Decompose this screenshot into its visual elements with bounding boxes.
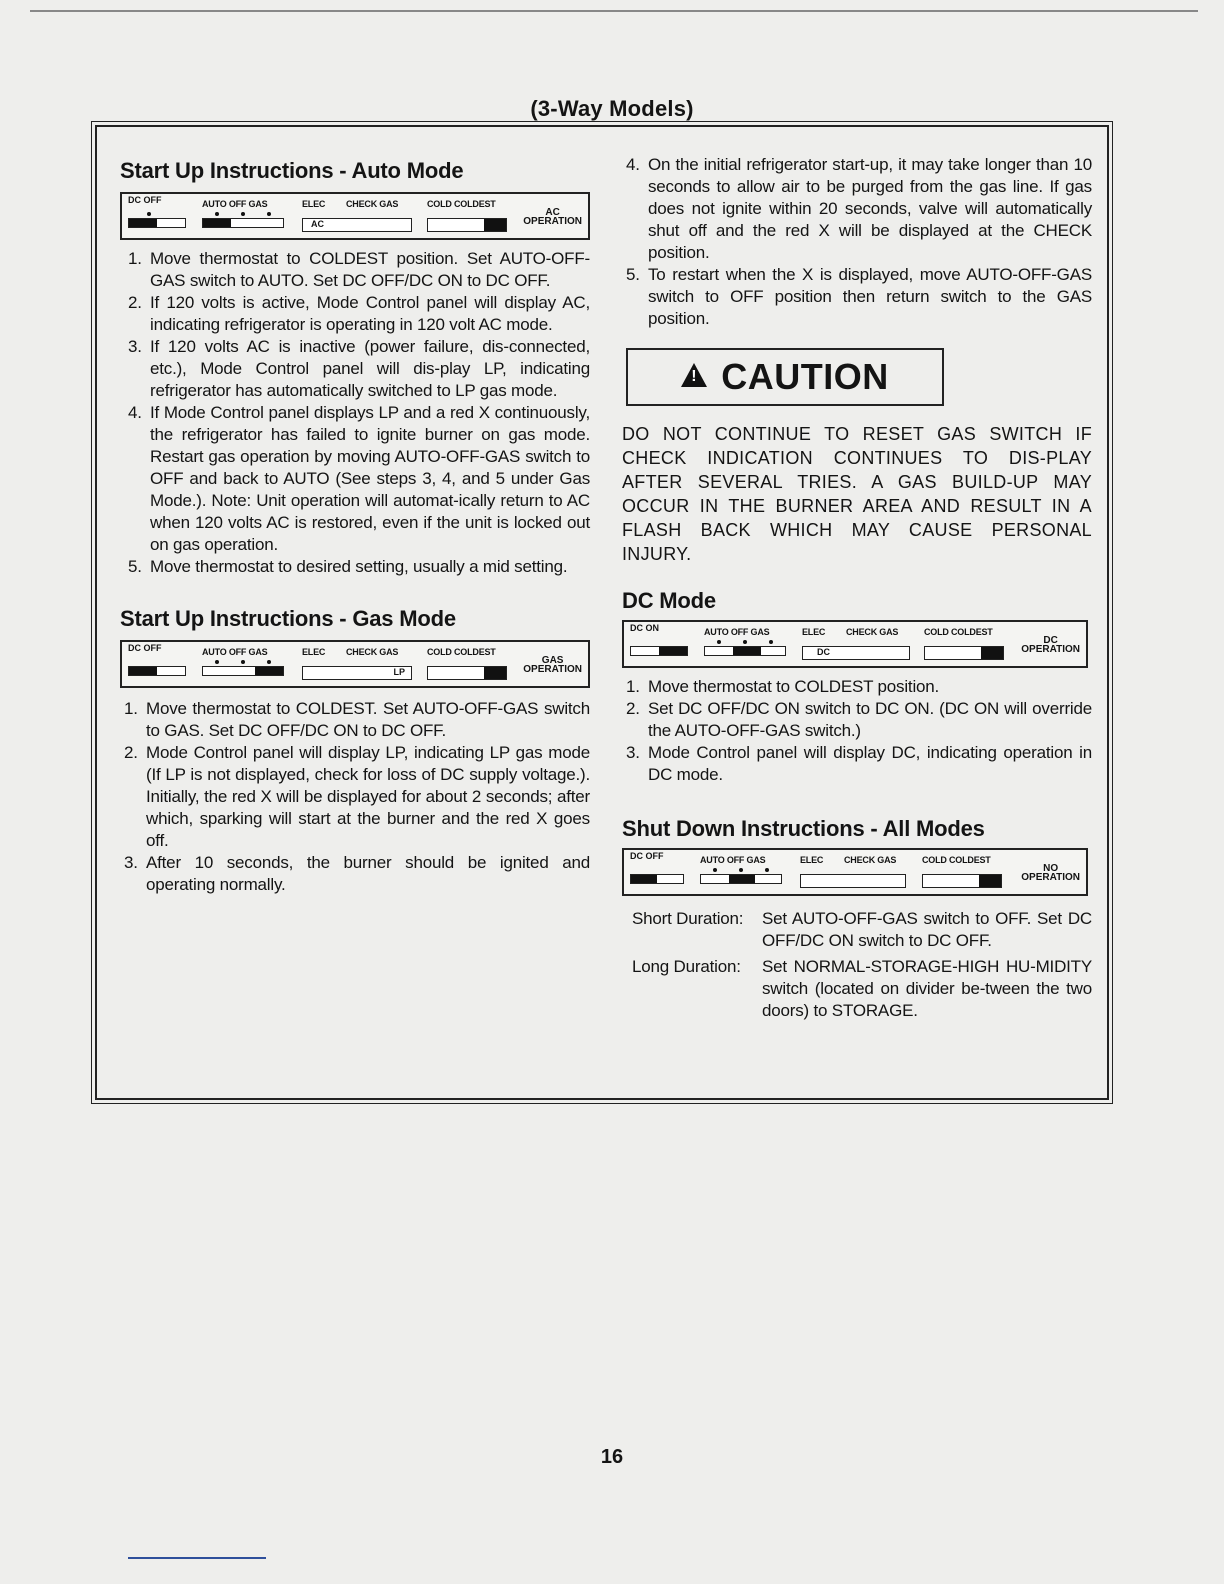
caution-box [626, 348, 944, 406]
mode-display-text: LP [393, 667, 405, 677]
shutdown-durations [622, 908, 1092, 1022]
auto-off-gas-switch [202, 218, 284, 228]
mode-display-text: DC [817, 647, 830, 657]
caution-label: CAUTION [721, 356, 889, 397]
auto-off-gas-label: AUTO OFF GAS [704, 627, 770, 637]
dc-switch [630, 874, 684, 884]
elec-label: ELEC [302, 199, 326, 209]
left-column [120, 158, 590, 896]
top-rule [30, 10, 1198, 12]
gas-mode-steps [120, 698, 590, 896]
switch-dot [765, 868, 769, 872]
list-item: 1. Move thermostat to COLDEST position. Set AUTO-OFF-GAS switch to AUTO. Set DC OFF/DC ON to DC OFF. [128, 249, 590, 290]
cold-coldest-label: COLD COLDEST [924, 627, 993, 637]
dc-switch-knob [631, 875, 657, 883]
operation-status: GAS OPERATION [523, 655, 582, 675]
cold-coldest-label: COLD COLDEST [427, 199, 496, 209]
dc-switch-label: DC ON [630, 623, 659, 633]
switch-dot [739, 868, 743, 872]
auto-off-gas-knob [255, 667, 283, 675]
dc-switch-knob [129, 667, 157, 675]
list-item: 2. If 120 volts is active, Mode Control panel will display AC, indicating refrigerator is operating in 120 volt AC mode. [128, 293, 590, 334]
list-item: 1. Move thermostat to COLDEST. Set AUTO-OFF-GAS switch to GAS. Set DC OFF/DC ON to DC OFF. [124, 699, 590, 740]
auto-mode-steps [120, 248, 590, 578]
auto-mode-control-panel [120, 192, 590, 240]
auto-off-gas-knob [733, 647, 761, 655]
thermostat-indicator [427, 218, 507, 232]
dc-switch-label: DC OFF [128, 195, 162, 205]
shutdown-heading: Shut Down Instructions - All Modes [622, 816, 985, 841]
switch-dot [267, 660, 271, 664]
gas-mode-heading: Start Up Instructions - Gas Mode [120, 606, 456, 631]
list-item: 1. Move thermostat to COLDEST position. [626, 677, 940, 696]
switch-dot [215, 212, 219, 216]
gas-mode-control-panel [120, 640, 590, 688]
dc-mode-control-panel [622, 620, 1088, 668]
switch-dot [267, 212, 271, 216]
long-duration-label: Long Duration: [632, 957, 741, 976]
warning-triangle-icon [681, 363, 707, 387]
dc-switch-label: DC OFF [630, 851, 664, 861]
long-duration-text: Set NORMAL-STORAGE-HIGH HU-MIDITY switch (located on divider be-tween the two doors) to STORAGE. [762, 957, 1092, 1020]
dc-switch-knob [129, 219, 157, 227]
footer-rule [128, 1557, 266, 1559]
auto-off-gas-label: AUTO OFF GAS [700, 855, 766, 865]
list-item: 3. After 10 seconds, the burner should be ignited and operating normally. [124, 853, 590, 894]
dc-switch [128, 666, 186, 676]
operation-status: DC OPERATION [1021, 635, 1080, 655]
check-gas-label: CHECK GAS [346, 647, 399, 657]
thermostat-indicator [427, 666, 507, 680]
switch-dot [241, 212, 245, 216]
check-gas-label: CHECK GAS [846, 627, 899, 637]
mode-display [800, 874, 906, 888]
short-duration-text: Set AUTO-OFF-GAS switch to OFF. Set DC OFF/DC ON switch to DC OFF. [762, 909, 1092, 950]
dc-switch [630, 646, 688, 656]
auto-off-gas-label: AUTO OFF GAS [202, 647, 268, 657]
cold-coldest-label: COLD COLDEST [427, 647, 496, 657]
dc-switch-label: DC OFF [128, 643, 162, 653]
caution-text: DO NOT CONTINUE TO RESET GAS SWITCH IF CHECK INDICATION CONTINUES TO DIS-PLAY AFTER SEVERAL TRIES. A GAS BUILD-UP MAY OCCUR IN THE BURNER AREA AND RESULT IN A FLASH BACK WHICH MAY CAUSE PERSONAL INJURY. [622, 424, 1092, 564]
operation-status: NO OPERATION [1021, 863, 1080, 883]
switch-dot [241, 660, 245, 664]
list-item: 5. Move thermostat to desired setting, usually a mid setting. [128, 557, 568, 576]
check-gas-label: CHECK GAS [844, 855, 897, 865]
page-title: (3-Way Models) [530, 96, 694, 121]
shutdown-control-panel [622, 848, 1088, 896]
switch-dot [713, 868, 717, 872]
auto-off-gas-knob [729, 875, 755, 883]
thermostat-indicator [924, 646, 1004, 660]
mode-display [802, 646, 910, 660]
short-duration-label: Short Duration: [632, 909, 744, 928]
switch-dot [743, 640, 747, 644]
dc-mode-heading: DC Mode [622, 588, 716, 613]
switch-dot [769, 640, 773, 644]
list-item: 4. On the initial refrigerator start-up, it may take longer than 10 seconds to allow air to be purged from the gas line. If gas does not ignite within 20 seconds, valve will automatically shut off and the red X will be displayed at the CHECK position. [626, 155, 1092, 262]
elec-label: ELEC [800, 855, 824, 865]
mode-display-text: AC [311, 219, 324, 229]
gas-mode-steps-continued [622, 154, 1092, 330]
switch-dot [717, 640, 721, 644]
list-item: 2. Mode Control panel will display LP, indicating LP gas mode (If LP is not displayed, check for loss of DC supply voltage.). Initially, the red X will be displayed for about 2 seconds; after which, sparking will start at the burner and the red X goes off. [124, 743, 590, 850]
elec-label: ELEC [302, 647, 326, 657]
elec-label: ELEC [802, 627, 826, 637]
list-item: 5. To restart when the X is displayed, move AUTO-OFF-GAS switch to OFF position then return switch to the GAS position. [626, 265, 1092, 328]
switch-dot [215, 660, 219, 664]
auto-mode-heading: Start Up Instructions - Auto Mode [120, 158, 464, 183]
cold-coldest-label: COLD COLDEST [922, 855, 991, 865]
list-item: 2. Set DC OFF/DC ON switch to DC ON. (DC ON will override the AUTO-OFF-GAS switch.) [626, 699, 1092, 740]
auto-off-gas-switch [704, 646, 786, 656]
auto-off-gas-label: AUTO OFF GAS [202, 199, 268, 209]
mode-display [302, 666, 412, 680]
thermostat-indicator [922, 874, 1002, 888]
check-gas-label: CHECK GAS [346, 199, 399, 209]
operation-status: AC OPERATION [523, 207, 582, 227]
dc-mode-steps [622, 676, 1092, 786]
switch-dot [147, 212, 151, 216]
dc-switch [128, 218, 186, 228]
mode-display [302, 218, 412, 232]
list-item: 3. Mode Control panel will display DC, indicating operation in DC mode. [626, 743, 1092, 784]
auto-off-gas-knob [203, 219, 231, 227]
page-number: 16 [600, 1446, 624, 1468]
list-item: 3. If 120 volts AC is inactive (power failure, dis-connected, etc.), Mode Control panel will dis-play LP, indicating refrigerator has automatically switched to LP gas mode. [128, 337, 590, 400]
dc-switch-knob [659, 647, 687, 655]
right-column [622, 154, 1092, 1022]
auto-off-gas-switch [700, 874, 782, 884]
list-item: 4. If Mode Control panel displays LP and a red X continuously, the refrigerator has failed to ignite burner on gas mode. Restart gas operation by moving AUTO-OFF-GAS switch to OFF and back to AUTO (See steps 3, 4, and 5 under Gas Mode.). Note: Unit operation will automat-ically return to AC when 120 volts AC is restored, even if the unit is locked out on gas operation. [128, 403, 590, 554]
auto-off-gas-switch [202, 666, 284, 676]
